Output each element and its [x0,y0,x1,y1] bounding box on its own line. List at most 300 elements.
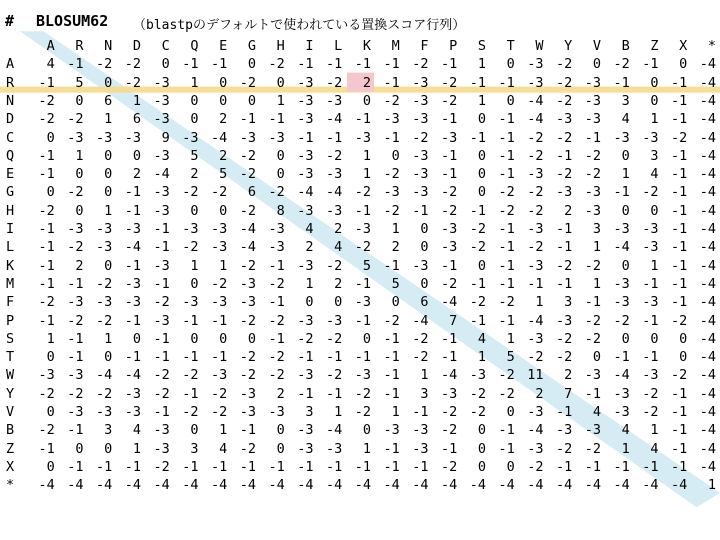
matrix-cell: -2 [642,184,659,201]
matrix-cell: -1 [498,221,515,237]
matrix-cell: -3 [95,221,113,237]
matrix-cell: -3 [153,184,170,201]
matrix-cell: 0 [506,458,515,475]
matrix-cell: -2 [555,440,573,457]
matrix-cell: -1 [383,330,400,347]
matrix-cell: -1 [210,349,228,366]
matrix-cell: -3 [412,74,429,91]
matrix-cell: -3 [440,129,458,146]
matrix-cell: -3 [124,294,141,311]
matrix-cell: -3 [95,129,113,146]
matrix-cell: -4 [95,367,113,384]
matrix-cell: -4 [124,239,141,256]
matrix-cell: -1 [268,257,285,274]
row-header: V [6,404,15,420]
matrix-cell: -1 [642,458,659,475]
matrix-cell: -2 [210,404,228,420]
matrix-cell: -3 [412,422,429,439]
matrix-cell: -1 [498,129,515,146]
matrix-cell: -4 [38,477,55,494]
matrix-cell: -3 [440,221,458,237]
matrix-cell: -3 [555,422,573,439]
matrix-cell: -4 [325,477,343,494]
matrix-cell: -1 [383,385,400,402]
matrix-cell: -3 [584,367,601,384]
matrix-cell: -3 [297,440,314,457]
matrix-cell: -4 [699,440,716,457]
matrix-cell: -4 [584,477,601,494]
matrix-cell: -2 [325,257,343,274]
matrix-cell: -2 [239,147,256,164]
matrix-cell: -3 [153,147,170,164]
matrix-cell: -1 [354,275,371,292]
matrix-cell: 0 [506,56,515,73]
matrix-cell: -3 [210,367,228,384]
matrix-cell: 1 [132,440,141,457]
matrix-cell: -2 [584,312,601,329]
matrix-cell: -3 [239,404,256,420]
matrix-cell: 0 [219,74,228,91]
matrix-cell: -2 [383,92,400,109]
matrix-cell: -1 [670,166,688,183]
matrix-cell: -1 [498,166,515,183]
matrix-cell: -4 [210,129,228,146]
matrix-cell: -1 [67,458,84,475]
matrix-cell: 0 [391,294,400,311]
matrix-cell: -2 [555,74,573,91]
row-header: H [6,202,15,219]
matrix-cell: -2 [527,349,544,366]
matrix-cell: -3 [38,367,55,384]
matrix-cell: -1 [182,56,199,73]
matrix-cell: -2 [38,111,55,128]
matrix-cell: -2 [210,385,228,402]
row-header: N [6,92,15,109]
column-header: T [506,38,515,54]
matrix-cell: -1 [383,74,400,91]
matrix-cell: -4 [699,367,716,384]
matrix-cell: -1 [670,221,688,237]
matrix-cell: 0 [477,458,486,475]
matrix-cell: 0 [362,92,371,109]
matrix-cell: 2 [334,221,343,237]
matrix-cell: 0 [305,294,314,311]
matrix-cell: -1 [153,404,170,420]
column-header: W [535,38,544,54]
matrix-cell: 1 [276,92,285,109]
matrix-cell: -1 [498,239,515,256]
matrix-cell: 0 [247,92,256,109]
matrix-cell: 0 [506,92,515,109]
matrix-cell: -3 [584,92,601,109]
matrix-cell: 1 [650,422,659,439]
matrix-cell: -3 [297,312,314,329]
matrix-cell: -4 [555,477,573,494]
matrix-cell: -3 [153,440,170,457]
matrix-cell: -3 [297,147,314,164]
matrix-cell: 4 [650,166,659,183]
matrix-cell: 0 [650,74,659,91]
matrix-cell: -1 [354,202,371,219]
matrix-cell: -1 [182,312,199,329]
matrix-cell: -2 [584,257,601,274]
row-header: S [6,330,15,347]
matrix-cell: -2 [325,330,343,347]
matrix-cell: 0 [477,257,486,274]
matrix-cell: -3 [67,294,84,311]
matrix-cell: 4 [46,56,55,73]
row-header: D [6,111,15,128]
matrix-cell: -1 [469,202,486,219]
matrix-cell: -2 [555,330,573,347]
matrix-cell: -3 [527,404,544,420]
matrix-cell: -3 [527,440,544,457]
matrix-cell: 0 [247,330,256,347]
matrix-cell: -1 [613,458,630,475]
matrix-cell: 0 [679,349,688,366]
row-header: E [6,166,15,183]
matrix-cell: -4 [699,275,716,292]
matrix-cell: -3 [527,221,544,237]
matrix-cell: -1 [325,349,343,366]
matrix-cell: -3 [239,129,256,146]
matrix-cell: 0 [592,56,601,73]
matrix-cell: -1 [555,221,573,237]
matrix-cell: -1 [67,56,84,73]
matrix-cell: 0 [46,349,55,366]
matrix-cell: -3 [642,367,659,384]
matrix-cell: 2 [219,147,228,164]
matrix-cell: -1 [555,404,573,420]
matrix-cell: -1 [440,349,458,366]
matrix-cell: -2 [642,404,659,420]
matrix-cell: 7 [449,312,458,329]
matrix-cell: -3 [153,74,170,91]
matrix-cell: -3 [383,422,400,439]
matrix-cell: 8 [276,202,285,219]
matrix-cell: -1 [642,275,659,292]
matrix-cell: -2 [354,184,371,201]
matrix-cell: 1 [621,166,630,183]
matrix-cell: -2 [38,422,55,439]
column-header: N [104,38,113,54]
matrix-cell: -2 [498,202,515,219]
matrix-cell: 4 [621,422,630,439]
matrix-cell: 0 [679,56,688,73]
matrix-cell: -2 [38,92,55,109]
matrix-cell: -3 [642,221,659,237]
matrix-cell: -4 [239,221,256,237]
matrix-cell: 0 [104,166,113,183]
matrix-cell: -2 [555,56,573,73]
matrix-cell: -2 [124,56,141,73]
matrix-cell: 4 [334,239,343,256]
matrix-cell: 0 [104,147,113,164]
matrix-cell: -2 [268,367,285,384]
matrix-cell: 4 [132,422,141,439]
matrix-cell: -2 [498,385,515,402]
matrix-cell: 0 [75,202,84,219]
matrix-cell: 0 [104,74,113,91]
matrix-cell: -2 [440,275,458,292]
row-header: B [6,422,15,439]
matrix-cell: 1 [104,202,113,219]
matrix-cell: -2 [354,385,371,402]
matrix-cell: -2 [555,349,573,366]
matrix-cell: 1 [190,74,199,91]
matrix-cell: -2 [642,385,659,402]
matrix-cell: 0 [477,422,486,439]
matrix-cell: -1 [153,221,170,237]
matrix-cell: -3 [354,367,371,384]
matrix-cell: 0 [621,147,630,164]
matrix-cell: -3 [527,166,544,183]
matrix-cell: 0 [650,202,659,219]
matrix-cell: -2 [498,184,515,201]
matrix-cell: 1 [592,239,601,256]
row-header: * [6,477,15,494]
matrix-cell: -3 [354,294,371,311]
matrix-cell: 0 [46,404,55,420]
matrix-cell: -4 [613,367,630,384]
matrix-cell: -4 [670,477,688,494]
matrix-cell: -3 [412,111,429,128]
matrix-cell: -1 [124,458,141,475]
matrix-cell: -4 [699,221,716,237]
matrix-cell: 3 [564,294,573,311]
matrix-cell: -4 [699,111,716,128]
matrix-cell: -2 [239,349,256,366]
matrix-cell: -1 [354,312,371,329]
matrix-cell: -2 [670,367,688,384]
matrix-cell: -2 [469,404,486,420]
matrix-cell: 0 [334,294,343,311]
matrix-cell: -3 [153,312,170,329]
matrix-cell: 0 [190,92,199,109]
column-header: V [592,38,601,54]
matrix-cell: -1 [670,92,688,109]
matrix-cell: -2 [153,367,170,384]
matrix-cell: -2 [95,385,113,402]
matrix-cell: 11 [527,367,544,384]
matrix-cell: -1 [670,385,688,402]
matrix-cell: -3 [613,221,630,237]
matrix-cell: 0 [46,129,55,146]
matrix-cell: 6 [420,294,429,311]
matrix-cell: -4 [297,477,314,494]
matrix-cell: -1 [498,147,515,164]
matrix-cell: -2 [124,74,141,91]
matrix-cell: -3 [527,74,544,91]
matrix-cell: -1 [268,111,285,128]
matrix-cell: -1 [383,257,400,274]
matrix-cell: 1 [391,404,400,420]
matrix-cell: -2 [440,202,458,219]
matrix-cell: -1 [325,129,343,146]
matrix-cell: -1 [440,166,458,183]
matrix-cell: -1 [383,129,400,146]
matrix-cell: -1 [670,202,688,219]
matrix-cell: -2 [670,312,688,329]
matrix-cell: 0 [420,275,429,292]
matrix-cell: 1 [190,257,199,274]
title-hash: # [5,12,15,30]
matrix-cell: 0 [219,202,228,219]
column-header: A [46,38,55,54]
matrix-cell: -3 [325,92,343,109]
matrix-cell: -2 [412,349,429,366]
row-header: P [6,312,15,329]
matrix-cell: -1 [498,422,515,439]
matrix-cell: -3 [297,367,314,384]
matrix-cell: -3 [153,92,170,109]
matrix-cell: 0 [477,184,486,201]
matrix-cell: -2 [67,111,84,128]
row-header: Q [6,147,15,164]
matrix-cell: -3 [613,129,630,146]
matrix-cell: -2 [153,294,170,311]
matrix-cell: -3 [124,221,141,237]
column-header: G [247,38,256,54]
matrix-cell: -4 [527,312,544,329]
matrix-cell: -2 [555,257,573,274]
matrix-cell: 1 [707,477,716,494]
matrix-cell: -2 [527,239,544,256]
matrix-cell: -4 [469,477,486,494]
matrix-cell: -1 [297,349,314,366]
matrix-cell: -2 [383,202,400,219]
matrix-cell: -1 [383,458,400,475]
matrix-cell: -2 [67,239,84,256]
matrix-cell: -4 [239,239,256,256]
matrix-cell: -2 [555,166,573,183]
matrix-cell: -3 [239,275,256,292]
matrix-cell: 9 [161,129,170,146]
column-header: B [621,38,630,54]
matrix-cell: 0 [362,330,371,347]
matrix-cell: -2 [182,239,199,256]
matrix-cell: 0 [75,166,84,183]
matrix-cell: 0 [477,147,486,164]
matrix-cell: -1 [297,385,314,402]
matrix-cell: 0 [161,56,170,73]
matrix-cell: -3 [527,257,544,274]
matrix-cell: -1 [67,349,84,366]
matrix-cell: 4 [219,440,228,457]
matrix-cell: 0 [219,330,228,347]
matrix-cell: -3 [412,440,429,457]
matrix-cell: -4 [268,477,285,494]
matrix-cell: -3 [124,129,141,146]
matrix-cell: -2 [325,367,343,384]
matrix-cell: 0 [190,202,199,219]
matrix-cell: 2 [132,166,141,183]
matrix-cell: -3 [182,294,199,311]
row-header: F [6,294,15,311]
matrix-cell: -2 [440,422,458,439]
column-header: P [449,38,458,54]
matrix-cell: -1 [124,257,141,274]
matrix-cell: -3 [182,129,199,146]
matrix-cell: 1 [362,440,371,457]
matrix-cell: -2 [498,367,515,384]
matrix-cell: 2 [564,202,573,219]
matrix-cell: -3 [325,202,343,219]
matrix-cell: 2 [190,166,199,183]
matrix-cell: -4 [297,184,314,201]
matrix-cell: -4 [527,111,544,128]
matrix-cell: 1 [104,111,113,128]
matrix-cell: -4 [153,477,170,494]
matrix-cell: 0 [391,147,400,164]
matrix-cell: -2 [67,312,84,329]
matrix-cell: -3 [555,312,573,329]
matrix-cell: -4 [412,477,429,494]
matrix-cell: -3 [412,184,429,201]
row-header: Z [6,440,15,457]
matrix-cell: -1 [124,312,141,329]
matrix-cell: -2 [555,92,573,109]
matrix-cell: -1 [67,275,84,292]
matrix-cell: 1 [219,257,228,274]
matrix-cell: -3 [584,184,601,201]
matrix-cell: -3 [613,275,630,292]
matrix-cell: -2 [440,184,458,201]
matrix-cell: -4 [325,184,343,201]
matrix-cell: -1 [325,458,343,475]
matrix-cell: -1 [67,422,84,439]
matrix-cell: -3 [95,404,113,420]
matrix-cell: -4 [354,477,371,494]
matrix-cell: -1 [642,312,659,329]
matrix-cell: -3 [153,257,170,274]
matrix-cell: -1 [670,74,688,91]
matrix-cell: -3 [95,294,113,311]
matrix-cell: 1 [650,111,659,128]
matrix-cell: -3 [412,92,429,109]
matrix-cell: -1 [412,202,429,219]
matrix-cell: -4 [699,74,716,91]
matrix-cell: 1 [75,147,84,164]
matrix-cell: -4 [210,477,228,494]
matrix-cell: -1 [210,458,228,475]
matrix-cell: -3 [153,202,170,219]
matrix-cell: -4 [699,184,716,201]
matrix-cell: -1 [383,349,400,366]
matrix-cell: 0 [104,440,113,457]
matrix-cell: -1 [124,202,141,219]
matrix-cell: -1 [325,385,343,402]
matrix-cell: -3 [642,294,659,311]
matrix-cell: -1 [297,458,314,475]
matrix-cell: -3 [412,257,429,274]
matrix-cell: -2 [268,56,285,73]
matrix-cell: -1 [670,422,688,439]
matrix-cell: -4 [699,239,716,256]
matrix-cell: -3 [67,404,84,420]
matrix-cell: 0 [104,349,113,366]
matrix-cell: -1 [670,147,688,164]
matrix-cell: -1 [38,74,55,91]
matrix-cell: -4 [699,404,716,420]
matrix-cell: -1 [239,458,256,475]
matrix-cell: -2 [239,257,256,274]
matrix-cell: -2 [498,294,515,311]
matrix-cell: 1 [506,330,515,347]
matrix-cell: -3 [297,92,314,109]
matrix-cell: -1 [38,147,55,164]
matrix-cell: -3 [95,239,113,256]
